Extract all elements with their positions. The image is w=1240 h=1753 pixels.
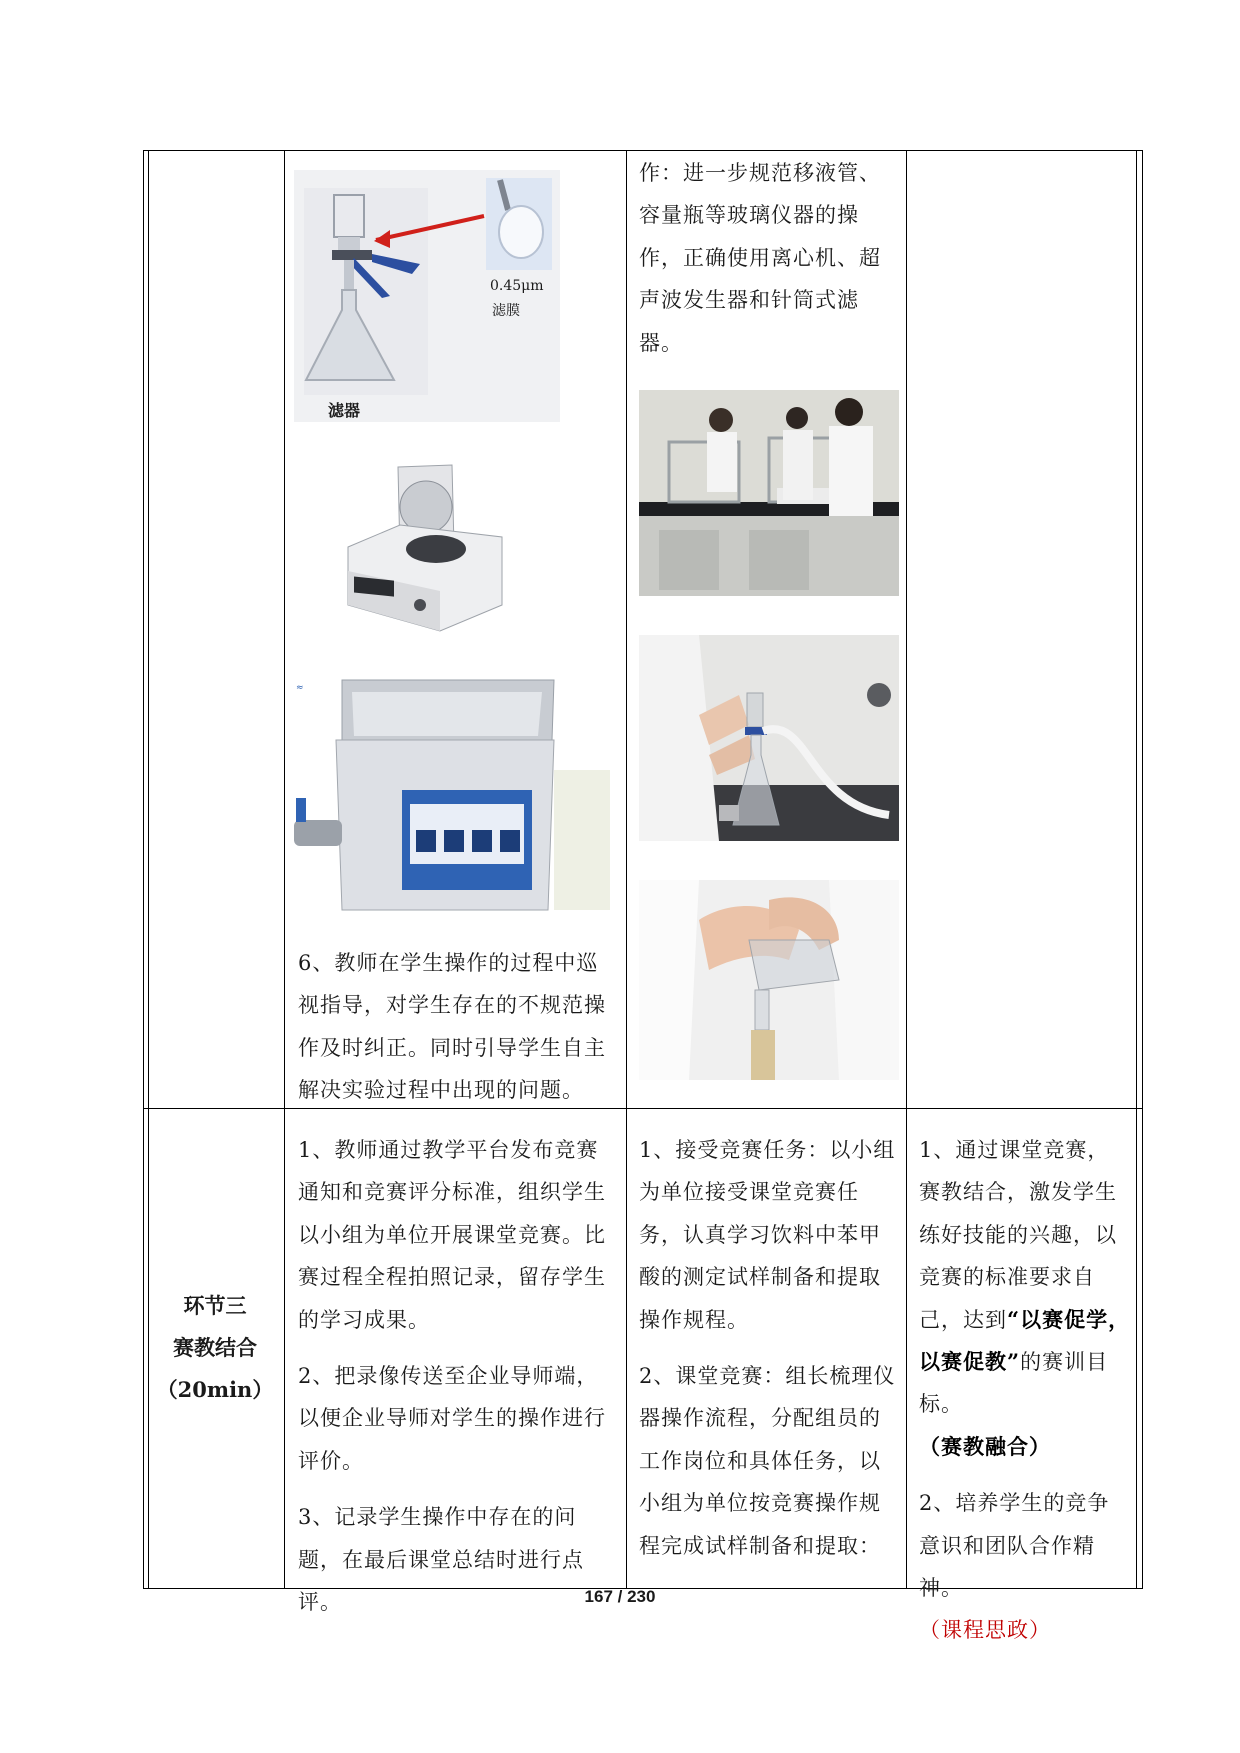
lab-photo-vacuum-filtration (639, 635, 899, 841)
teacher-activity-item: 1、教师通过教学平台发布竞赛通知和竞赛评分标准，组织学生以小组为单位开展课堂竞赛。比赛过程全程拍照记录，留存学生的学习成果。 (298, 1138, 606, 1332)
table-border-inner-right (1136, 150, 1137, 1588)
page-number: 167 / 230 (584, 1587, 656, 1606)
design-intent-text: 2、培养学生的竞争意识和团队合作精神。 (919, 1491, 1110, 1601)
student-activity-item: 2、课堂竞赛：组长梳理仪器操作流程，分配组员的工作岗位和具体任务，以小组为单位按竞赛操作规程完成试样制备和提取： (639, 1364, 896, 1558)
filter-apparatus-image (294, 170, 560, 422)
column-divider-3 (906, 150, 907, 1588)
teacher-activity-item: 3、记录学生操作中存在的问题，在最后课堂总结时进行点评。 (298, 1505, 584, 1615)
design-intent-item-2 (919, 1482, 1131, 1652)
teacher-guidance-text: 6、教师在学生操作的过程中巡视指导，对学生存在的不规范操作及时纠正。同时引导学生自主解决实验过程中出现的问题。 (298, 951, 606, 1103)
design-intent-item-1 (919, 1129, 1131, 1468)
design-intent-text-end: 的赛训目标。 (919, 1350, 1109, 1417)
svg-text:≈: ≈ (296, 683, 304, 693)
column-divider-1 (284, 150, 285, 1588)
column-divider-2 (626, 150, 627, 1588)
design-intent-text: 1、通过课堂竞赛，赛教结合，激发学生练好技能的兴趣，以竞赛的标准要求自己，达到 (919, 1138, 1117, 1332)
teacher-activity-item: 2、把录像传送至企业导师端，以便企业导师对学生的操作进行评价。 (298, 1364, 606, 1473)
lab-photo-pouring-sample (639, 880, 899, 1080)
ideology-tag: （课程思政） (919, 1618, 1051, 1643)
design-intent-cell (919, 1129, 1131, 1652)
ultrasonic-cleaner-image (292, 670, 612, 920)
teacher-activity-cell (298, 1129, 620, 1623)
section-duration: （20min） (156, 1377, 274, 1402)
membrane-spec-label: 0.45μm (490, 278, 544, 294)
centrifuge-image (340, 455, 510, 645)
design-intent-slogan: “以赛促学，以赛促教” (919, 1306, 1131, 1375)
row-divider (143, 1108, 1142, 1109)
table-border-inner-left (148, 150, 149, 1588)
membrane-label: 滤膜 (492, 303, 520, 319)
section-label (150, 1285, 280, 1411)
section-title: 环节三 (183, 1293, 247, 1318)
student-activity-cell (639, 1129, 901, 1567)
section-subtitle: 赛教结合 (173, 1335, 257, 1360)
student-activity-item: 1、接受竞赛任务：以小组为单位接受课堂竞赛任务，认真学习饮料中苯甲酸的测定试样制备和提取操作规程。 (639, 1138, 896, 1332)
design-intent-tag: （赛教融合） (919, 1433, 1051, 1459)
filter-caption: 滤器 (328, 401, 361, 420)
student-operation-text: 作：进一步规范移液管、容量瓶等玻璃仪器的操作，正确使用离心机、超声波发生器和针筒式滤器。 (639, 161, 881, 355)
lab-photo-students-balance (639, 390, 899, 596)
